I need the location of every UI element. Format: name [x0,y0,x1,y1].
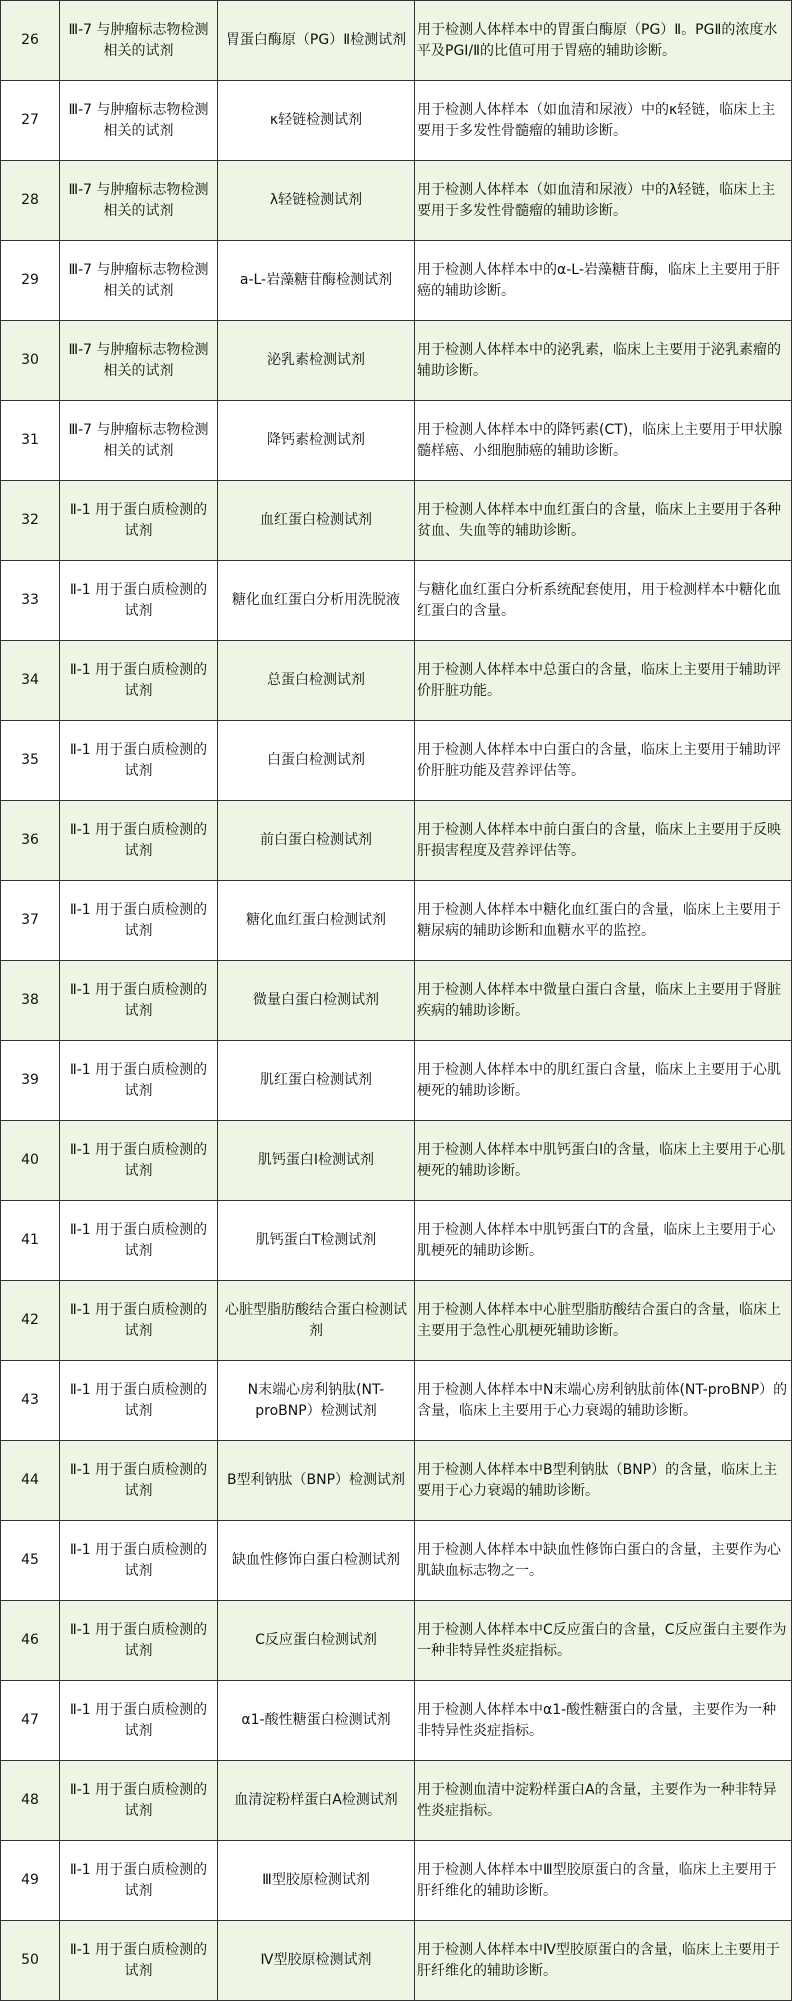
row-reagent-name: C反应蛋白检测试剂 [218,1601,415,1681]
row-number: 44 [1,1441,60,1521]
row-category: Ⅱ-1 用于蛋白质检测的试剂 [60,1841,218,1921]
row-reagent-name: 肌钙蛋白T检测试剂 [218,1201,415,1281]
row-category: Ⅱ-1 用于蛋白质检测的试剂 [60,721,218,801]
row-description: 用于检测人体样本中肌钙蛋白I的含量，临床上主要用于心肌梗死的辅助诊断。 [415,1121,792,1201]
row-category: Ⅱ-1 用于蛋白质检测的试剂 [60,801,218,881]
table-row [1,1041,792,1121]
table-row [1,401,792,481]
row-category: Ⅱ-1 用于蛋白质检测的试剂 [60,1681,218,1761]
row-description: 用于检测人体样本中白蛋白的含量，临床上主要用于辅助评价肝脏功能及营养评估等。 [415,721,792,801]
row-reagent-name: 心脏型脂肪酸结合蛋白检测试剂 [218,1281,415,1361]
row-category: Ⅱ-1 用于蛋白质检测的试剂 [60,881,218,961]
row-reagent-name: 肌红蛋白检测试剂 [218,1041,415,1121]
row-number: 31 [1,401,60,481]
row-category: Ⅱ-1 用于蛋白质检测的试剂 [60,1761,218,1841]
row-description: 用于检测人体样本中前白蛋白的含量，临床上主要用于反映肝损害程度及营养评估等。 [415,801,792,881]
row-category: Ⅱ-1 用于蛋白质检测的试剂 [60,1361,218,1441]
row-description: 用于检测人体样本中肌钙蛋白T的含量，临床上主要用于心肌梗死的辅助诊断。 [415,1201,792,1281]
row-reagent-name: 肌钙蛋白I检测试剂 [218,1121,415,1201]
row-description: 用于检测人体样本中α1-酸性糖蛋白的含量，主要作为一种非特异性炎症指标。 [415,1681,792,1761]
row-reagent-name: 白蛋白检测试剂 [218,721,415,801]
row-reagent-name: λ轻链检测试剂 [218,161,415,241]
row-number: 39 [1,1041,60,1121]
row-number: 32 [1,481,60,561]
row-description: 用于检测人体样本中心脏型脂肪酸结合蛋白的含量，临床上主要用于急性心肌梗死辅助诊断。 [415,1281,792,1361]
row-number: 28 [1,161,60,241]
table-row [1,1761,792,1841]
table-row [1,1201,792,1281]
row-number: 47 [1,1681,60,1761]
row-number: 38 [1,961,60,1041]
row-number: 36 [1,801,60,881]
row-number: 30 [1,321,60,401]
row-description: 用于检测人体样本中的肌红蛋白含量，临床上主要用于心肌梗死的辅助诊断。 [415,1041,792,1121]
row-description: 用于检测人体样本中的胃蛋白酶原（PG）Ⅱ。PGⅡ的浓度水平及PGI/Ⅱ的比值可用于胃癌的辅助诊断。 [415,1,792,81]
table-row [1,801,792,881]
row-number: 50 [1,1921,60,2001]
row-category: Ⅲ-7 与肿瘤标志物检测相关的试剂 [60,241,218,321]
row-number: 46 [1,1601,60,1681]
row-reagent-name: B型利钠肽（BNP）检测试剂 [218,1441,415,1521]
row-description: 用于检测人体样本中Ⅳ型胶原蛋白的含量，临床上主要用于肝纤维化的辅助诊断。 [415,1921,792,2001]
row-category: Ⅱ-1 用于蛋白质检测的试剂 [60,1441,218,1521]
table-row [1,1441,792,1521]
row-number: 29 [1,241,60,321]
table-row [1,561,792,641]
table-body [1,1,792,2001]
row-reagent-name: 泌乳素检测试剂 [218,321,415,401]
row-category: Ⅱ-1 用于蛋白质检测的试剂 [60,1121,218,1201]
table-row [1,481,792,561]
table-row [1,641,792,721]
row-description: 用于检测人体样本中Ⅲ型胶原蛋白的含量，临床上主要用于肝纤维化的辅助诊断。 [415,1841,792,1921]
row-description: 用于检测血清中淀粉样蛋白A的含量，主要作为一种非特异性炎症指标。 [415,1761,792,1841]
row-number: 42 [1,1281,60,1361]
row-category: Ⅱ-1 用于蛋白质检测的试剂 [60,1201,218,1281]
row-category: Ⅱ-1 用于蛋白质检测的试剂 [60,561,218,641]
table-row [1,881,792,961]
row-reagent-name: 前白蛋白检测试剂 [218,801,415,881]
table-row [1,1361,792,1441]
row-reagent-name: 微量白蛋白检测试剂 [218,961,415,1041]
row-description: 用于检测人体样本中微量白蛋白含量，临床上主要用于肾脏疾病的辅助诊断。 [415,961,792,1041]
row-reagent-name: α1-酸性糖蛋白检测试剂 [218,1681,415,1761]
row-description: 用于检测人体样本（如血清和尿液）中的λ轻链，临床上主要用于多发性骨髓瘤的辅助诊断。 [415,161,792,241]
row-category: Ⅱ-1 用于蛋白质检测的试剂 [60,641,218,721]
row-description: 用于检测人体样本（如血清和尿液）中的κ轻链，临床上主要用于多发性骨髓瘤的辅助诊断。 [415,81,792,161]
table-row [1,721,792,801]
row-category: Ⅲ-7 与肿瘤标志物检测相关的试剂 [60,81,218,161]
row-description: 用于检测人体样本中的泌乳素，临床上主要用于泌乳素瘤的辅助诊断。 [415,321,792,401]
row-reagent-name: 胃蛋白酶原（PG）Ⅱ检测试剂 [218,1,415,81]
row-category: Ⅱ-1 用于蛋白质检测的试剂 [60,1041,218,1121]
row-description: 用于检测人体样本中B型利钠肽（BNP）的含量，临床上主要用于心力衰竭的辅助诊断。 [415,1441,792,1521]
row-description: 用于检测人体样本中缺血性修饰白蛋白的含量，主要作为心肌缺血标志物之一。 [415,1521,792,1601]
row-number: 45 [1,1521,60,1601]
row-number: 37 [1,881,60,961]
row-category: Ⅲ-7 与肿瘤标志物检测相关的试剂 [60,1,218,81]
row-number: 41 [1,1201,60,1281]
row-number: 34 [1,641,60,721]
row-description: 用于检测人体样本中血红蛋白的含量，临床上主要用于各种贫血、失血等的辅助诊断。 [415,481,792,561]
table-row [1,1601,792,1681]
row-reagent-name: 总蛋白检测试剂 [218,641,415,721]
table-row [1,961,792,1041]
table-row [1,1681,792,1761]
row-description: 用于检测人体样本中的α-L-岩藻糖苷酶，临床上主要用于肝癌的辅助诊断。 [415,241,792,321]
row-category: Ⅲ-7 与肿瘤标志物检测相关的试剂 [60,161,218,241]
table-row [1,161,792,241]
row-category: Ⅱ-1 用于蛋白质检测的试剂 [60,1921,218,2001]
row-number: 27 [1,81,60,161]
row-description: 用于检测人体样本中N末端心房利钠肽前体(NT-proBNP）的含量，临床上主要用于心力衰竭的辅助诊断。 [415,1361,792,1441]
row-reagent-name: 降钙素检测试剂 [218,401,415,481]
row-reagent-name: 血红蛋白检测试剂 [218,481,415,561]
table-row [1,321,792,401]
row-category: Ⅱ-1 用于蛋白质检测的试剂 [60,1601,218,1681]
row-description: 与糖化血红蛋白分析系统配套使用，用于检测样本中糖化血红蛋白的含量。 [415,561,792,641]
table-row [1,1281,792,1361]
row-description: 用于检测人体样本中总蛋白的含量，临床上主要用于辅助评价肝脏功能。 [415,641,792,721]
table-row [1,1841,792,1921]
row-category: Ⅱ-1 用于蛋白质检测的试剂 [60,1521,218,1601]
table-row [1,241,792,321]
table-row [1,81,792,161]
row-reagent-name: κ轻链检测试剂 [218,81,415,161]
row-number: 26 [1,1,60,81]
row-category: Ⅱ-1 用于蛋白质检测的试剂 [60,961,218,1041]
row-description: 用于检测人体样本中糖化血红蛋白的含量，临床上主要用于糖尿病的辅助诊断和血糖水平的监控。 [415,881,792,961]
row-category: Ⅱ-1 用于蛋白质检测的试剂 [60,1281,218,1361]
row-reagent-name: Ⅳ型胶原检测试剂 [218,1921,415,2001]
table-row [1,1521,792,1601]
row-number: 40 [1,1121,60,1201]
row-number: 49 [1,1841,60,1921]
row-number: 43 [1,1361,60,1441]
row-reagent-name: 血清淀粉样蛋白A检测试剂 [218,1761,415,1841]
row-category: Ⅲ-7 与肿瘤标志物检测相关的试剂 [60,401,218,481]
row-category: Ⅲ-7 与肿瘤标志物检测相关的试剂 [60,321,218,401]
row-number: 48 [1,1761,60,1841]
row-reagent-name: Ⅲ型胶原检测试剂 [218,1841,415,1921]
row-description: 用于检测人体样本中的降钙素(CT)，临床上主要用于甲状腺髓样癌、小细胞肺癌的辅助诊断。 [415,401,792,481]
row-reagent-name: 糖化血红蛋白检测试剂 [218,881,415,961]
row-number: 35 [1,721,60,801]
table-row [1,1121,792,1201]
row-reagent-name: 糖化血红蛋白分析用洗脱液 [218,561,415,641]
table-row [1,1,792,81]
row-reagent-name: 缺血性修饰白蛋白检测试剂 [218,1521,415,1601]
table-row [1,1921,792,2001]
row-reagent-name: N末端心房利钠肽(NT-proBNP）检测试剂 [218,1361,415,1441]
row-category: Ⅱ-1 用于蛋白质检测的试剂 [60,481,218,561]
row-reagent-name: a-L-岩藻糖苷酶检测试剂 [218,241,415,321]
row-number: 33 [1,561,60,641]
row-description: 用于检测人体样本中C反应蛋白的含量，C反应蛋白主要作为一种非特异性炎症指标。 [415,1601,792,1681]
